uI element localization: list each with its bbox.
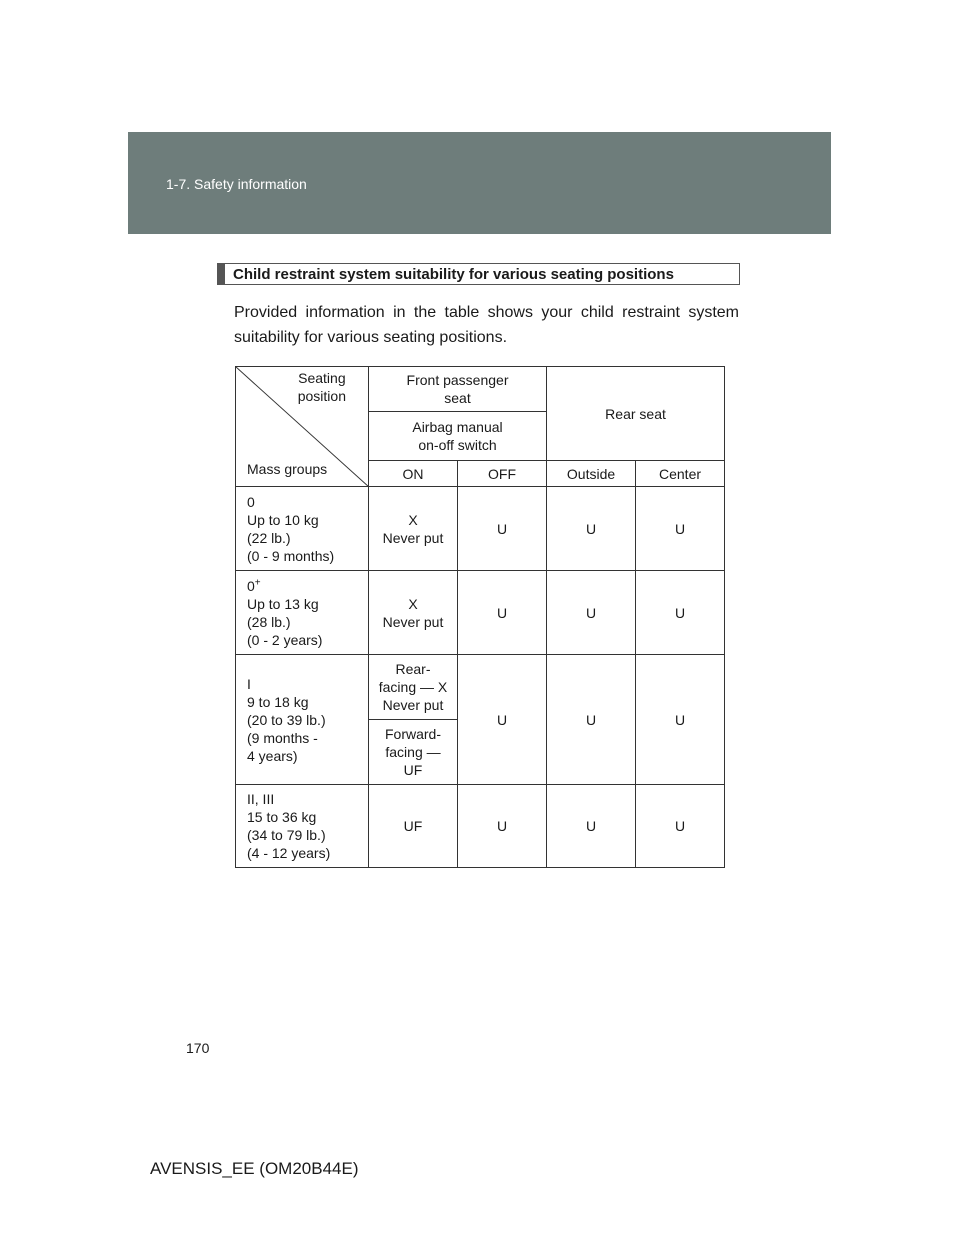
table-row	[236, 785, 725, 868]
cell-on: UF	[369, 785, 458, 868]
subheading-text: Child restraint system suitability for various seating positions	[233, 265, 674, 283]
col-center: Center	[636, 461, 725, 487]
rear-seat-header: Rear seat	[547, 367, 725, 461]
suitability-table	[235, 366, 725, 868]
front-passenger-header: Front passenger seat	[369, 367, 547, 412]
cell-off: U	[458, 785, 547, 868]
cell-outside: U	[547, 785, 636, 868]
section-label: 1-7. Safety information	[166, 176, 307, 192]
airbag-switch-header: Airbag manual on-off switch	[369, 412, 547, 461]
cell-outside: U	[547, 655, 636, 785]
document-code: AVENSIS_EE (OM20B44E)	[150, 1159, 359, 1178]
table-row	[236, 655, 725, 720]
subheading	[217, 263, 740, 285]
cell-rear-facing: Rear- facing — X Never put	[369, 655, 458, 720]
cell-off: U	[458, 487, 547, 571]
seating-position-label: Seating position	[297, 370, 346, 404]
cell-outside: U	[547, 487, 636, 571]
cell-center: U	[636, 785, 725, 868]
mass-groups-label: Mass groups	[247, 461, 328, 477]
col-off: OFF	[458, 461, 547, 487]
header-band	[128, 132, 831, 234]
corner-header-cell	[236, 367, 369, 487]
cell-center: U	[636, 571, 725, 655]
cell-center: U	[636, 487, 725, 571]
table-row	[236, 487, 725, 571]
mass-group-1: I 9 to 18 kg (20 to 39 lb.) (9 months - 4 years)	[236, 655, 369, 785]
col-on: ON	[369, 461, 458, 487]
cell-off: U	[458, 571, 547, 655]
cell-off: U	[458, 655, 547, 785]
subheading-bar	[218, 264, 225, 284]
col-outside: Outside	[547, 461, 636, 487]
cell-center: U	[636, 655, 725, 785]
cell-outside: U	[547, 571, 636, 655]
cell-on: X Never put	[369, 487, 458, 571]
mass-group-2-3: II, III 15 to 36 kg (34 to 79 lb.) (4 - 12 years)	[236, 785, 369, 868]
table-row	[236, 571, 725, 655]
cell-forward-facing: Forward- facing — UF	[369, 720, 458, 785]
cell-on: X Never put	[369, 571, 458, 655]
mass-group-0-plus: 0+ Up to 13 kg (28 lb.) (0 - 2 years)	[236, 571, 369, 655]
mass-group-0: 0 Up to 10 kg (22 lb.) (0 - 9 months)	[236, 487, 369, 571]
page-number: 170	[186, 1040, 210, 1056]
intro-paragraph: Provided information in the table shows your child restraint system suitability for various seating positions.	[234, 304, 739, 346]
